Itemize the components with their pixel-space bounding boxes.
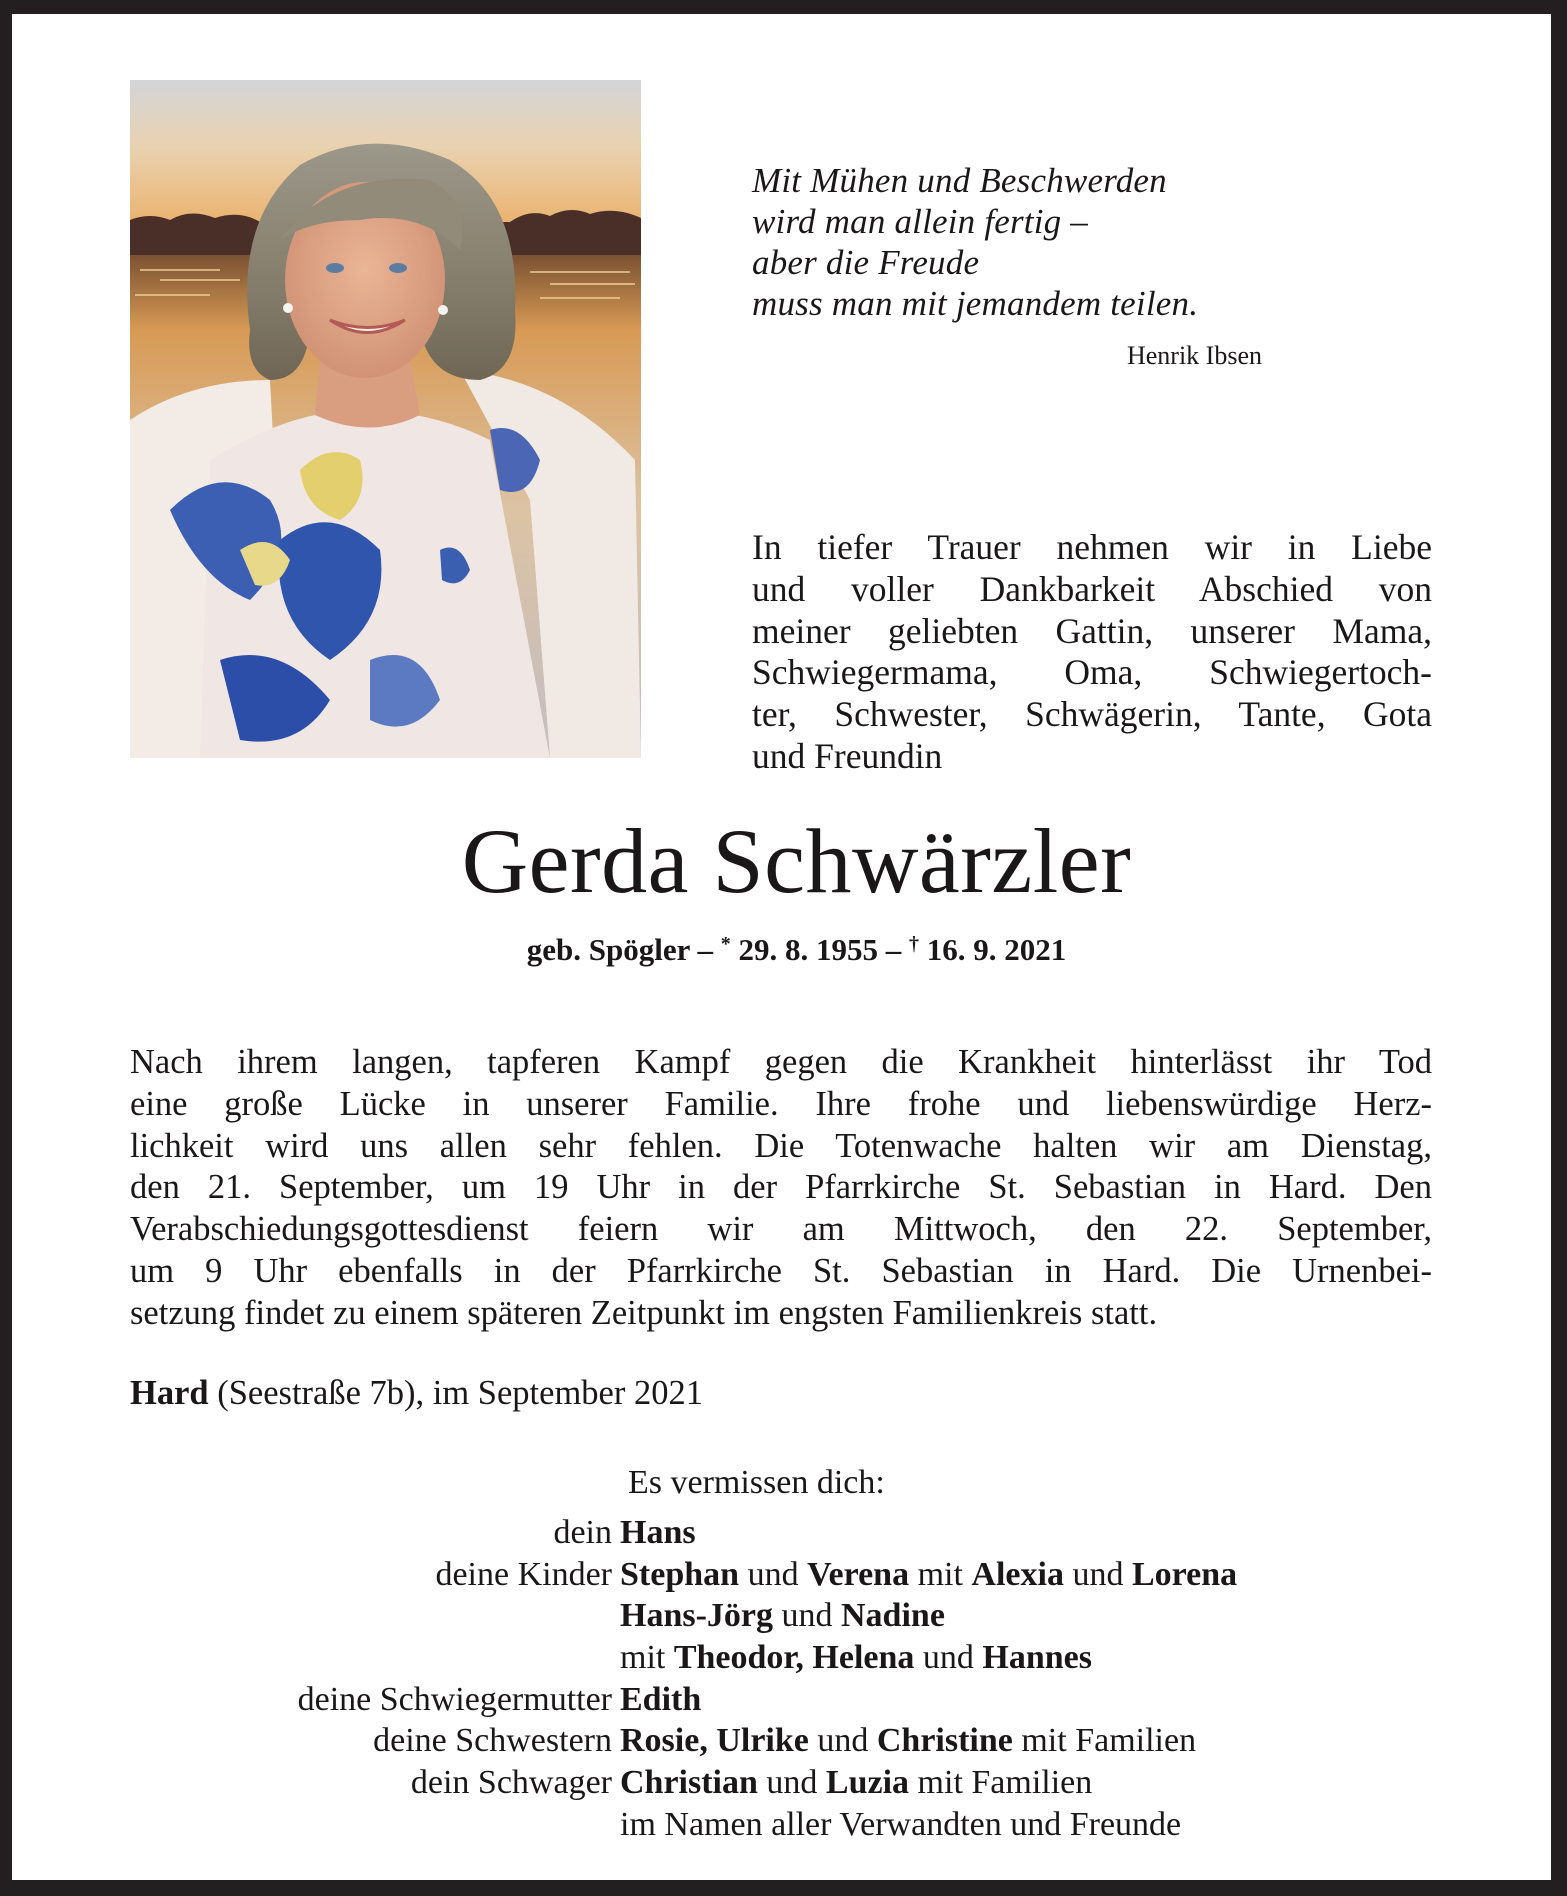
family-list bbox=[130, 1512, 1450, 1846]
ibsen-quote bbox=[752, 160, 1198, 324]
relative-name: Stephan bbox=[620, 1555, 740, 1593]
earring-left bbox=[283, 303, 293, 313]
relative-names bbox=[620, 1595, 1450, 1637]
relative-name: Rosie, Ulrike bbox=[620, 1722, 809, 1760]
connector-text: mit Familien bbox=[1012, 1722, 1197, 1760]
earring-right bbox=[438, 305, 448, 315]
relative-names bbox=[620, 1637, 1450, 1679]
connector-text: mit Familien bbox=[909, 1764, 1093, 1802]
body-line: eine große Lücke in unserer Familie. Ihre frohe und liebenswürdige Herz- bbox=[130, 1084, 1432, 1123]
quote-line: Mit Mühen und Beschwerden bbox=[752, 161, 1167, 200]
relative-names bbox=[620, 1512, 1450, 1554]
relative-name: Luzia bbox=[825, 1764, 910, 1802]
connector-text: und bbox=[773, 1597, 841, 1635]
relative-name: Edith bbox=[620, 1680, 702, 1718]
quote-line: aber die Freude bbox=[752, 243, 980, 282]
relative-name: Lorena bbox=[1131, 1555, 1238, 1593]
body-line: den 21. September, um 19 Uhr in der Pfarrkirche St. Sebastian in Hard. Den bbox=[130, 1168, 1432, 1207]
connector-text: und bbox=[757, 1764, 826, 1802]
body-line: um 9 Uhr ebenfalls in der Pfarrkirche St. Sebastian in Hard. Die Urnenbei- bbox=[130, 1251, 1432, 1290]
right-eye bbox=[389, 263, 407, 273]
relative-names bbox=[620, 1762, 1450, 1804]
relative-name: Verena bbox=[807, 1555, 910, 1593]
relative-name: Hans-Jörg bbox=[620, 1597, 773, 1635]
quote-line: wird man allein fertig – bbox=[752, 202, 1089, 241]
cross-icon: † bbox=[909, 933, 920, 955]
connector-text: und bbox=[914, 1639, 983, 1677]
family-row bbox=[130, 1762, 1450, 1804]
place-date bbox=[130, 1372, 703, 1414]
family-heading: Es vermissen dich: bbox=[628, 1464, 885, 1501]
relative-name: Christian bbox=[620, 1764, 758, 1802]
relation-label: deine Kinder bbox=[435, 1555, 612, 1593]
connector-text: mit bbox=[620, 1639, 674, 1677]
connector-text: im Namen aller Verwandten und Freunde bbox=[620, 1805, 1182, 1843]
address-date: (Seestraße 7b), im September 2021 bbox=[208, 1374, 703, 1412]
relation-label: deine Schwiegermutter bbox=[297, 1680, 612, 1718]
body-line: Verabschiedungsgottesdienst feiern wir am Mittwoch, den 22. September, bbox=[130, 1210, 1432, 1249]
intro-line: Schwiegermama, Oma, Schwiegertoch- bbox=[752, 652, 1432, 693]
relation-label: deine Schwestern bbox=[373, 1722, 612, 1760]
body-line: setzung findet zu einem späteren Zeitpunkt im engsten Familienkreis statt. bbox=[130, 1293, 1158, 1332]
family-row bbox=[130, 1595, 1450, 1637]
mourning-intro bbox=[752, 527, 1432, 778]
deceased-name: Gerda Schwärzler bbox=[461, 810, 1132, 912]
family-row bbox=[130, 1720, 1450, 1762]
town: Hard bbox=[130, 1374, 209, 1412]
family-row bbox=[130, 1554, 1450, 1596]
relative-name: Christine bbox=[876, 1722, 1013, 1760]
relation-label bbox=[130, 1595, 620, 1637]
obituary-page bbox=[12, 14, 1551, 1880]
relative-name: Alexia bbox=[971, 1555, 1064, 1593]
relative-name: Hans bbox=[620, 1514, 696, 1551]
family-row bbox=[130, 1512, 1450, 1554]
family-row bbox=[130, 1679, 1450, 1721]
obituary-body bbox=[130, 1042, 1432, 1335]
portrait-illustration bbox=[130, 80, 641, 758]
family-row bbox=[130, 1804, 1450, 1846]
relation-label bbox=[130, 1804, 620, 1846]
maiden-name: geb. Spögler – bbox=[526, 932, 714, 967]
intro-line: ter, Schwester, Schwägerin, Tante, Gota bbox=[752, 694, 1432, 735]
relative-names bbox=[620, 1679, 1450, 1721]
intro-line: und Freundin bbox=[752, 735, 943, 776]
birth-symbol: * bbox=[720, 933, 731, 955]
connector-text: mit bbox=[909, 1555, 972, 1593]
body-line: lichkeit wird uns allen sehr fehlen. Die Totenwache halten wir am Dienstag, bbox=[130, 1126, 1432, 1165]
relation-label bbox=[130, 1637, 620, 1679]
relative-name: Nadine bbox=[841, 1597, 945, 1635]
relative-names bbox=[620, 1720, 1450, 1762]
life-dates bbox=[12, 924, 1551, 970]
portrait-photo bbox=[130, 80, 641, 758]
connector-text: und bbox=[1063, 1555, 1132, 1593]
relative-name: Hannes bbox=[982, 1639, 1092, 1677]
relative-names bbox=[620, 1804, 1450, 1846]
relative-names bbox=[620, 1554, 1450, 1596]
birth-date: 29. 8. 1955 – bbox=[738, 932, 902, 967]
quote-line: muss man mit jemandem teilen. bbox=[752, 284, 1199, 323]
body-line: Nach ihrem langen, tapferen Kampf gegen die Krankheit hinterlässt ihr Tod bbox=[130, 1043, 1432, 1081]
death-date: 16. 9. 2021 bbox=[926, 932, 1067, 967]
relation-label: dein bbox=[553, 1514, 612, 1551]
left-eye bbox=[326, 263, 344, 273]
quote-author: Henrik Ibsen bbox=[1126, 341, 1262, 370]
connector-text: und bbox=[739, 1555, 808, 1593]
intro-line: meiner geliebten Gattin, unserer Mama, bbox=[752, 610, 1432, 651]
intro-line: und voller Dankbarkeit Abschied von bbox=[752, 568, 1432, 609]
relative-name: Theodor, Helena bbox=[673, 1639, 915, 1677]
connector-text: und bbox=[808, 1722, 877, 1760]
family-row bbox=[130, 1637, 1450, 1679]
intro-line: In tiefer Trauer nehmen wir in Liebe bbox=[752, 527, 1432, 567]
relation-label: dein Schwager bbox=[410, 1764, 612, 1802]
